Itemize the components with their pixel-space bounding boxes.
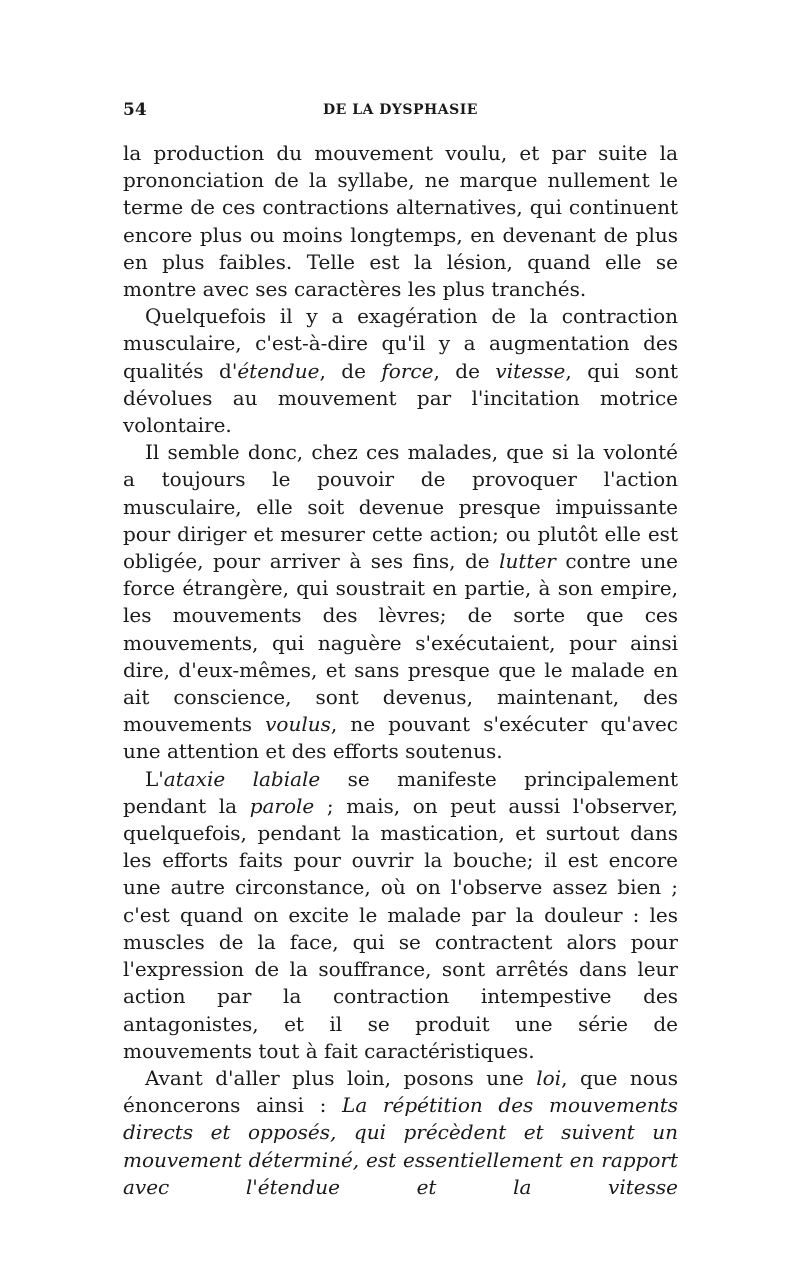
text-run: Il semble donc, chez ces malades, que si la volonté a toujours le pouvoir de provoquer l'action musculaire, elle soit devenue presque impuissante pour diriger et mesurer cette action; ou plutôt elle est obligée, pour arriver à ses fins, de bbox=[123, 440, 678, 574]
paragraph bbox=[123, 140, 678, 303]
paragraph bbox=[123, 766, 678, 1065]
running-title: DE LA DYSPHASIE bbox=[323, 102, 478, 118]
italic-text: voulus bbox=[265, 712, 331, 737]
italic-text: lutter bbox=[499, 549, 556, 574]
text-run: , de bbox=[433, 358, 496, 383]
paragraph bbox=[123, 439, 678, 765]
text-run: , que nous énoncerons ainsi : bbox=[123, 1065, 678, 1118]
text-run: , qui sont dévolues au mouvement par l'incitation motrice volontaire. bbox=[123, 358, 678, 438]
italic-text: ataxie labiale bbox=[163, 766, 321, 791]
italic-text: étendue bbox=[237, 358, 320, 383]
text-run: ; mais, on peut aussi l'observer, quelquefois, pendant la mastication, et surtout dans les efforts faits pour ouvrir la bouche; il est encore une autre circonstance, où on l'observe assez bien ; c'est quand on excite le malade par la douleur : les muscles de la face, qui se contractent alors pour l'expression de la souffrance, sont arrêtés dans leur action par la contraction intempestive des antagonistes, et il se produit une série de mouvements tout à fait caractéristiques. bbox=[123, 793, 679, 1063]
italic-text: La répétition des mouvements directs et opposés, qui précèdent et suivent un mouvement déterminé, est essentiellement en rapport avec l'étendue et la vitesse bbox=[123, 1093, 679, 1199]
page-header bbox=[123, 100, 678, 124]
text-run: , de bbox=[319, 358, 382, 383]
text-run: L' bbox=[145, 766, 164, 791]
text-run: , ne pouvant s'exécuter qu'avec une attention et des efforts soutenus. bbox=[123, 712, 678, 764]
italic-text: force bbox=[381, 358, 434, 383]
paragraph bbox=[123, 303, 678, 439]
italic-text: parole bbox=[249, 793, 315, 818]
text-run: Avant d'aller plus loin, posons une bbox=[145, 1065, 537, 1090]
text-run: la production du mouvement voulu, et par suite la prononciation de la syllabe, ne marque nullement le terme de ces contractions alternatives, qui continuent encore plus ou moins longtemps, en devenant de plus en plus faibles. Telle est la lésion, quand elle se montre avec ses caractères les plus tranchés. bbox=[123, 141, 678, 302]
text-run: contre une force étrangère, qui soustrait en partie, à son empire, les mouvements des lèvres; de sorte que ces mouvements, qui naguère s'exécutaient, pour ainsi dire, d'eux-mêmes, et sans presque que le malade en ait conscience, sont devenus, maintenant, des mouvements bbox=[123, 549, 678, 737]
italic-text: vitesse bbox=[495, 358, 566, 383]
italic-text: loi bbox=[536, 1065, 562, 1090]
text-run: se manifeste principalement pendant la bbox=[123, 766, 678, 818]
text-run: Quelquefois il y a exagération de la contraction musculaire, c'est-à-dire qu'il y a augmentation des qualités d' bbox=[123, 304, 678, 383]
page-number: 54 bbox=[123, 100, 147, 120]
paragraph bbox=[123, 1065, 678, 1201]
body-text bbox=[123, 140, 678, 1201]
